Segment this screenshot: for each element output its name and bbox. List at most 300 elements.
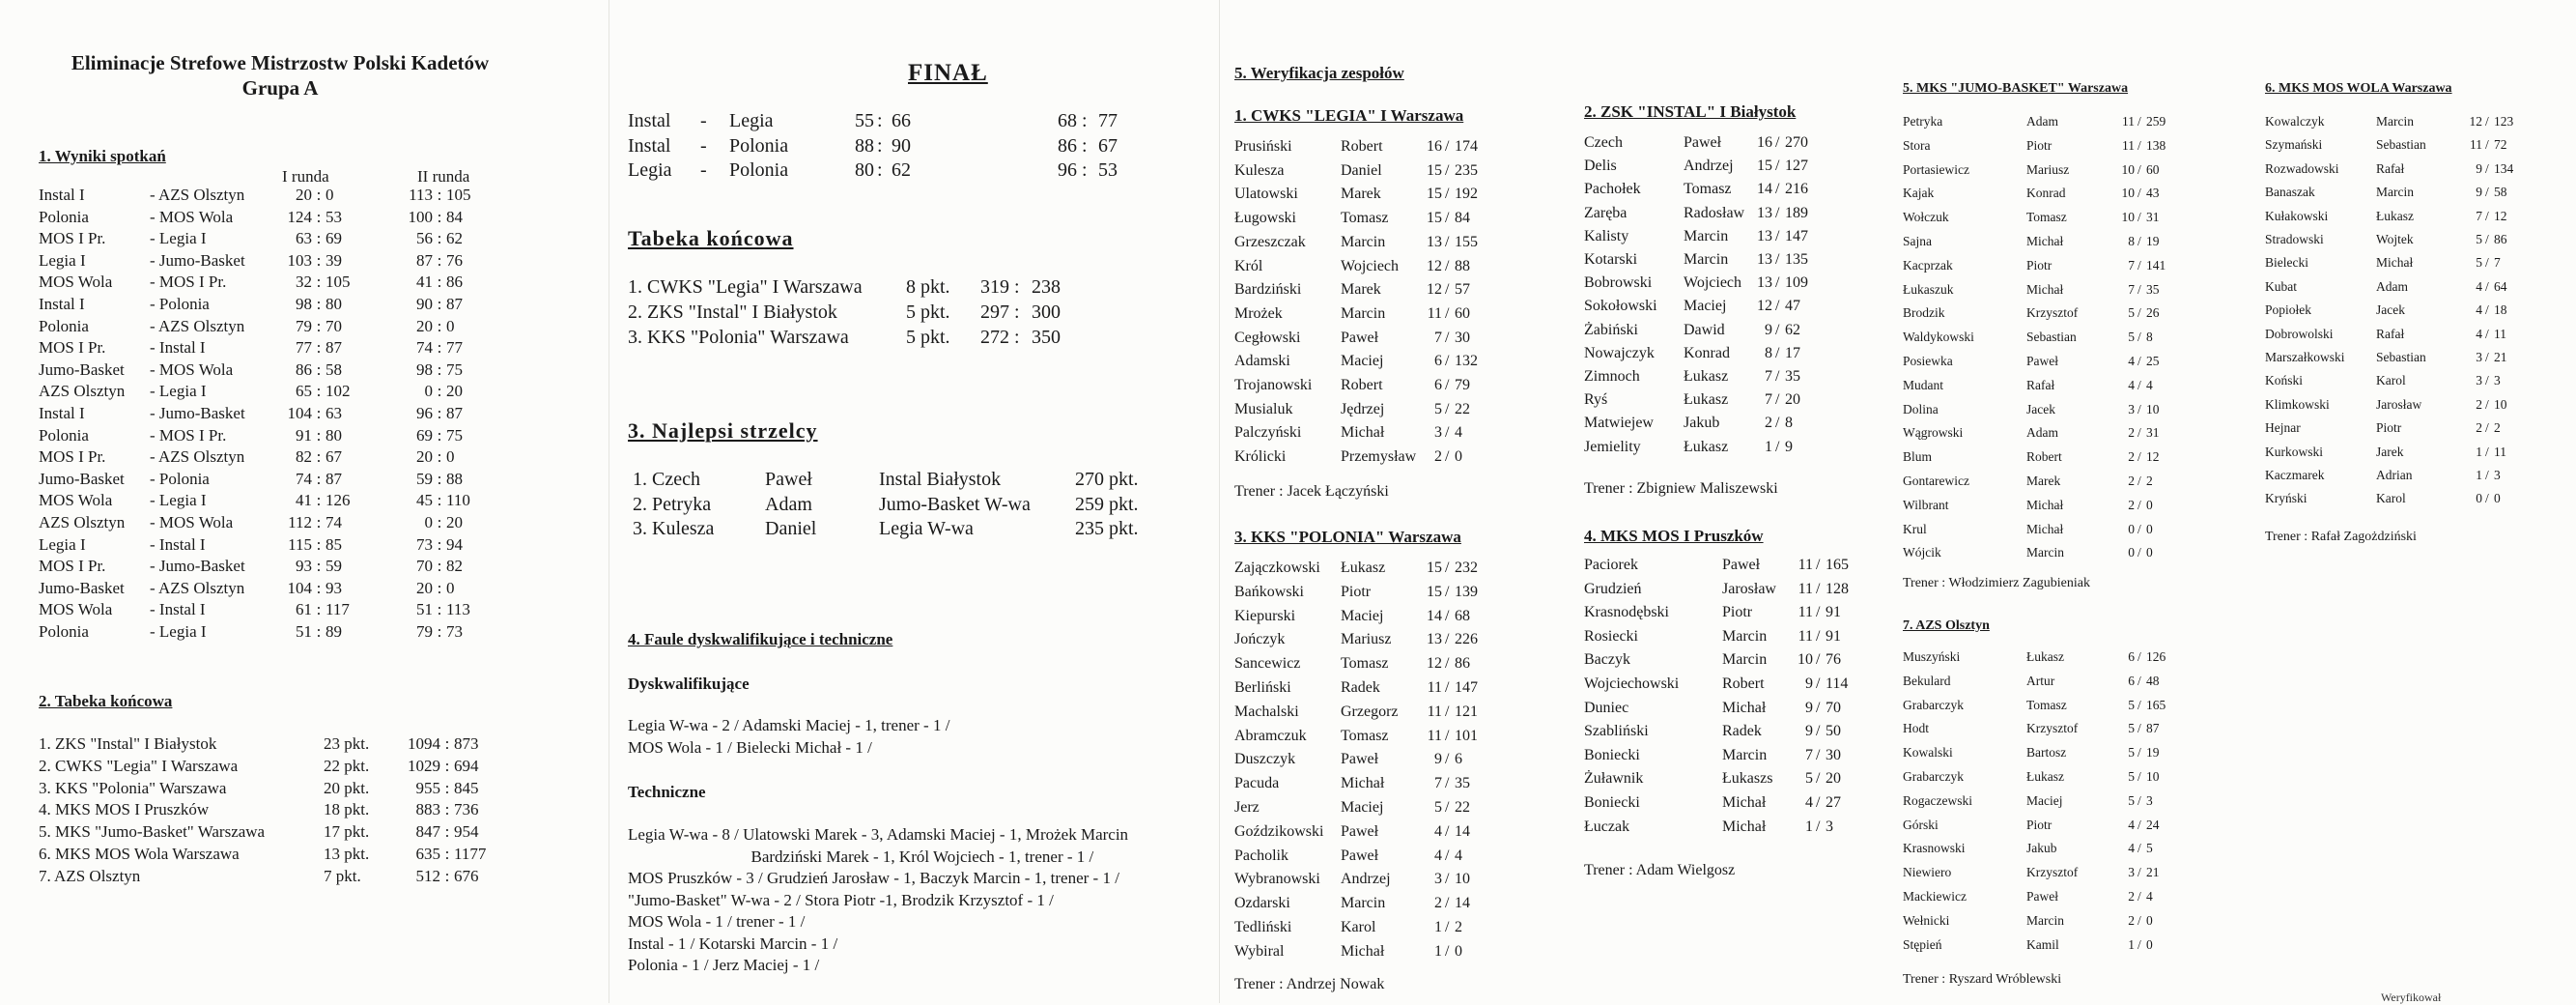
games-played: 4 [1805,794,1813,811]
player-last-name: Sokołowski [1584,298,1657,315]
player-first-name: Paweł [2026,889,2058,904]
player-last-name: Krasnowski [1903,841,1966,856]
points: 9 [1785,438,1793,455]
points: 30 [1455,329,1470,346]
away-team: - Legia I [150,622,207,641]
separator: / [2485,373,2489,388]
separator: / [1816,699,1821,716]
games-played: 11 [1427,304,1442,322]
final-title: FINAŁ [908,60,988,86]
separator: / [2137,330,2141,345]
games-played: 15 [1427,560,1442,576]
games-played: 3 [2476,373,2482,388]
player-first-name: Paweł [2026,354,2058,368]
games-played: 4 [2476,326,2482,341]
player-first-name: Radek [1341,679,1380,696]
separator: : [316,622,322,641]
round1-home-score: 88 [855,134,874,157]
round2-home-score: 73 [416,534,433,554]
separator: : [437,469,442,488]
player-first-name: Tomasz [1341,655,1389,673]
round2-home-score: 70 [416,557,433,576]
games-played: 16 [1427,138,1442,155]
points: 26 [2146,305,2160,321]
home-team: Legia I [39,250,86,270]
separator: / [2137,673,2141,688]
separator: : [316,229,322,248]
points: 35 [1455,775,1470,792]
separator: / [1816,723,1821,740]
round2-home-score: 56 [416,229,433,248]
games-played: 5 [2476,255,2482,271]
games-played: 14 [1757,181,1772,198]
points: 2 [1455,919,1462,935]
player-first-name: Mariusz [1341,631,1392,648]
separator: / [1445,727,1450,744]
away-team: - Instal I [150,534,206,554]
games-played: 0 [2128,545,2135,560]
points: 141 [2146,257,2166,273]
scorer-club: Jumo-Basket W-wa [879,493,1031,515]
separator: / [2137,114,2141,129]
separator: / [1445,631,1450,648]
games-played: 11 [1798,557,1813,573]
points: 4 [2146,377,2153,392]
player-last-name: Rogaczewski [1903,792,1972,808]
points: 60 [2146,161,2160,177]
player-first-name: Adrian [2376,468,2413,482]
player-last-name: Sajna [1903,234,1932,248]
round1-away-score: 62 [892,159,911,181]
separator: / [1816,794,1821,811]
games-played: 6 [1434,353,1442,370]
separator: / [1445,377,1450,393]
points-against: 238 [1032,276,1061,298]
separator: / [1445,775,1450,792]
games-played: 15 [1427,186,1442,203]
round2-home-score: 20 [416,316,433,335]
points-against: 845 [454,778,479,797]
separator: / [1816,651,1821,669]
separator: / [1816,604,1821,621]
separator: / [2485,420,2489,436]
points-for: 955 [415,778,440,797]
note-line: MOS Wola - 1 / trener - 1 / [628,912,806,931]
azs-heading: 7. AZS Olsztyn [1903,618,1990,633]
player-first-name: Paweł [1684,134,1722,151]
points: 4 [1455,424,1462,442]
points: 189 [1785,204,1808,221]
player-last-name: Banaszak [2265,185,2315,200]
player-first-name: Paweł [1341,822,1379,840]
separator: : [437,273,442,292]
separator: / [1775,134,1780,151]
round1-away-score: 117 [326,600,350,619]
separator: - [700,134,707,157]
player-first-name: Tomasz [2026,210,2067,225]
games-played: 13 [1427,233,1442,250]
player-first-name: Przemysław [1341,448,1417,466]
separator: / [2137,841,2141,856]
games-played: 15 [1427,583,1442,600]
player-last-name: Grabarczyk [1903,697,1964,712]
games-played: 11 [1798,627,1813,645]
separator: : [316,447,322,467]
player-first-name: Paweł [1722,557,1761,573]
player-first-name: Marcin [1341,304,1386,322]
player-first-name: Maciej [1684,298,1727,315]
player-first-name: Jakub [1684,415,1720,432]
points: 135 [1785,251,1808,268]
scorer-points: 270 pkt. [1075,469,1139,490]
points: 57 [1455,281,1470,299]
player-last-name: Wojciechowski [1584,675,1680,692]
separator: / [2137,889,2141,904]
points: 0 [1455,448,1462,466]
player-last-name: Wójcik [1903,545,1941,560]
player-first-name: Maciej [2026,792,2063,808]
points-against: 736 [454,800,479,819]
away-team: - Jumo-Basket [150,404,245,422]
games-played: 8 [2128,234,2135,248]
points: 155 [1455,233,1478,250]
points: 101 [1455,727,1478,744]
player-first-name: Tomasz [1341,727,1389,744]
games-played: 12 [2469,114,2482,129]
player-first-name: Piotr [2026,817,2052,832]
player-first-name: Marek [1341,281,1381,299]
points: 216 [1785,181,1808,198]
round1-away-score: 93 [326,578,342,597]
player-last-name: Stora [1903,137,1931,153]
separator: / [1445,210,1450,227]
separator: / [1775,368,1780,385]
home-team: Polonia [39,425,89,445]
player-last-name: Boniecki [1584,746,1640,763]
points: 79 [1455,377,1470,393]
separator: / [1445,799,1450,816]
points: 5 pkt. [906,327,950,348]
player-last-name: Blum [1903,449,1933,465]
points: 86 [2494,232,2507,246]
player-first-name: Jakub [2026,841,2057,856]
player-first-name: Konrad [1684,344,1730,361]
points: 35 [1785,368,1800,385]
games-played: 5 [1434,400,1442,417]
round1-home-score: 20 [296,186,312,204]
player-last-name: Koński [2265,373,2304,388]
separator: : [437,513,442,531]
separator: - [700,110,707,131]
player-first-name: Wojciech [1684,274,1742,292]
points: 3 [2494,373,2501,388]
player-first-name: Tomasz [2026,697,2067,712]
player-last-name: Hodt [1903,721,1929,736]
separator: : [437,382,442,401]
points-for: 847 [415,822,440,842]
games-played: 13 [1757,274,1772,292]
away-team: Polonia [729,159,789,181]
player-last-name: Klimkowski [2265,396,2330,412]
points: 0 [2146,497,2153,512]
round1-away-score: 58 [326,359,342,379]
separator: / [2137,305,2141,321]
jumo-trainer: Trener : Włodzimierz Zagubieniak [1903,576,2090,590]
tech-heading: Techniczne [628,783,706,801]
points: 0 [2146,545,2153,560]
round1-away-score: 53 [326,207,342,226]
player-last-name: Wybiral [1234,942,1285,960]
player-last-name: Ozdarski [1234,895,1290,912]
player-first-name: Jędrzej [1341,400,1385,417]
games-played: 2 [1434,448,1442,466]
separator: / [1775,321,1780,338]
legia-heading: 1. CWKS "LEGIA" I Warszawa [1234,106,1464,125]
points: 60 [1455,304,1470,322]
scorer-club: Legia W-wa [879,518,974,539]
round2-away-score: 62 [446,229,463,248]
games-played: 11 [1427,703,1442,720]
away-team: Legia [729,110,774,131]
separator: : [444,822,450,842]
games-played: 7 [2128,257,2135,273]
separator: / [2137,745,2141,761]
player-last-name: Pachołek [1584,181,1641,198]
separator: / [1445,329,1450,346]
games-played: 11 [2470,137,2482,153]
home-team: AZS Olsztyn [39,513,126,531]
round1-home-score: 86 [296,359,312,379]
points: 64 [2494,278,2507,294]
round1-away-score: 66 [892,110,911,131]
games-played: 12 [1427,257,1442,274]
points: 50 [1826,723,1841,740]
games-played: 2 [2128,474,2135,488]
player-last-name: Pacholik [1234,847,1288,864]
points-for: 512 [415,866,440,885]
round1-away-score: 63 [326,404,342,422]
separator: / [2137,545,2141,560]
points: 18 [2494,302,2507,318]
note-line: Polonia - 1 / Jerz Maciej - 1 / [628,956,820,974]
weryfikowal-fragment: Weryfikował [2381,991,2442,1004]
round1-home-score: 51 [296,622,312,641]
separator: / [2137,234,2141,248]
points-for: 1094 [408,734,440,753]
home-team: Jumo-Basket [39,469,125,488]
round1-away-score: 80 [326,425,342,445]
final-table-heading: Tabeka końcowa [628,226,794,250]
player-first-name: Andrzej [1684,158,1734,175]
round2-away-score: 20 [446,513,463,531]
player-last-name: Posiewka [1903,354,1953,368]
team-name: 3. KKS "Polonia" Warszawa [39,778,227,797]
separator: : [437,491,442,510]
team-name: 7. AZS Olsztyn [39,866,141,885]
games-played: 13 [1757,227,1772,244]
games-played: 15 [1757,158,1772,175]
player-last-name: Paciorek [1584,557,1638,573]
round2-away-score: 67 [1098,134,1118,157]
points: 0 [2146,521,2153,536]
away-team: - Jumo-Basket [150,250,245,270]
player-last-name: Wągrowski [1903,425,1964,441]
separator: / [1445,751,1450,768]
points: 8 [2146,330,2153,345]
player-first-name: Karol [2376,491,2406,506]
player-last-name: Żuławnik [1584,770,1644,788]
player-last-name: Łukaszuk [1903,281,1954,297]
player-first-name: Jacek [2026,401,2055,416]
note-line: Instal - 1 / Kotarski Marcin - 1 / [628,933,838,953]
azs-trainer: Trener : Ryszard Wróblewski [1903,972,2062,987]
home-team: MOS Wola [39,600,113,619]
separator: : [877,134,883,157]
points: 35 [2146,281,2160,297]
player-last-name: Szabliński [1584,723,1649,740]
games-played: 5 [2476,232,2482,246]
away-team: - MOS I Pr. [150,425,227,445]
round2-home-score: 90 [416,295,433,313]
points: 14 [1455,822,1470,840]
player-first-name: Marek [1341,186,1381,203]
games-played: 2 [2476,420,2482,436]
separator: / [1816,746,1821,763]
player-last-name: Dolina [1903,401,1939,416]
player-last-name: Duszczyk [1234,751,1296,768]
player-last-name: Kowalczyk [2265,114,2325,129]
separator: : [437,425,442,445]
separator: : [316,534,322,554]
player-last-name: Portasiewicz [1903,161,1969,177]
games-played: 9 [1805,675,1813,692]
separator: / [1445,233,1450,250]
separator: / [2485,160,2489,176]
separator: / [2137,257,2141,273]
player-last-name: Kowalski [1903,745,1953,761]
round2-away-score: 113 [446,600,470,619]
separator: / [1445,919,1450,935]
home-team: MOS I Pr. [39,447,106,467]
separator: / [1775,391,1780,409]
player-first-name: Sebastian [2376,137,2426,153]
games-played: 4 [2476,302,2482,318]
note-line: MOS Wola - 1 / Bielecki Michał - 1 / [628,737,872,757]
round1-away-score: 74 [326,513,342,531]
separator: : [316,316,322,335]
scorers-heading: 3. Najlepsi strzelcy [628,418,818,443]
round2-away-score: 87 [446,295,463,313]
separator: : [437,578,442,597]
round2-home-score: 96 [1058,159,1077,181]
round2-away-score: 105 [446,186,471,204]
player-last-name: Gontarewicz [1903,474,1969,488]
points: 17 pkt. [324,822,370,842]
games-played: 10 [2121,161,2135,177]
player-first-name: Piotr [2026,257,2052,273]
points: 0 [2146,936,2153,952]
points: 13 pkt. [324,845,370,863]
round1-away-score: 87 [326,338,342,358]
player-last-name: Zimnoch [1584,368,1640,385]
round1-home-score: 98 [296,295,312,313]
separator: - [700,159,707,181]
player-last-name: Hejnar [2265,420,2301,436]
player-first-name: Marcin [1684,251,1729,268]
separator: / [2485,185,2489,200]
points: 5 pkt. [906,302,950,323]
round1-away-score: 69 [326,229,342,248]
player-first-name: Marcin [1341,233,1386,250]
points: 91 [1826,627,1841,645]
points: 3 [1826,818,1833,835]
round1-home-score: 103 [287,250,312,270]
player-first-name: Robert [2026,449,2062,465]
away-team: - Jumo-Basket [150,557,245,576]
player-first-name: Krzysztof [2026,305,2079,321]
round1-away-score: 67 [326,447,342,467]
points: 0 [1455,942,1462,960]
games-played: 0 [2128,521,2135,536]
points-against: 350 [1032,327,1061,348]
player-last-name: Kotarski [1584,251,1638,268]
round1-home-score: 32 [296,273,312,292]
round1-home-score: 124 [287,207,312,226]
games-played: 15 [1427,161,1442,179]
player-last-name: Królicki [1234,448,1287,466]
points: 31 [2146,210,2160,225]
player-last-name: Grzeszczak [1234,233,1306,250]
points: 22 [1455,799,1470,816]
player-first-name: Marcin [1722,651,1768,669]
player-first-name: Karol [2376,373,2406,388]
points: 21 [2494,350,2507,364]
separator: : [316,469,322,488]
player-first-name: Maciej [1341,353,1384,370]
games-played: 10 [2121,210,2135,225]
round2-home-score: 74 [416,338,433,358]
separator: / [2485,396,2489,412]
player-last-name: Delis [1584,158,1617,175]
player-last-name: Muszyński [1903,649,1961,664]
games-played: 7 [1765,368,1772,385]
points: 121 [1455,703,1478,720]
round2-away-score: 94 [446,534,463,554]
player-first-name: Wojtek [2376,232,2414,246]
separator: / [1775,274,1780,292]
player-first-name: Radosław [1684,204,1745,221]
player-last-name: Krul [1903,521,1927,536]
player-first-name: Jacek [2376,302,2405,318]
round1-away-score: 87 [326,469,342,488]
player-last-name: Stradowski [2265,232,2324,246]
player-last-name: Dobrowolski [2265,326,2334,341]
separator: : [316,578,322,597]
games-played: 7 [1805,746,1813,763]
column-results: Eliminacje Strefowe Mistrzostw Polski Kadetów Grupa A 1. Wyniki spotkań I runda II runda Instal I - AZS Olsztyn 20 : 0 113 : 105 Polonia - MOS Wola 124 : 53 100 : 84 MOS I Pr. - Legia I 63 : 69 56 : 62 Legia I - Jumo-Basket 103 : 39 87 : 76 MOS Wola - MOS I Pr. 32 : 105 41 : 86 Instal I - Polonia 98 : 80 90 : 87 Polonia - AZS Olsztyn 79 : 70 20 : 0 MOS I Pr. - Instal I 77 : 87 74 : 77 Jumo-Basket - MOS Wola 86 : 58 98 : 75 AZS Olsztyn - Legia I 65 : 102 0 : 20 Instal I - Jumo-Basket 104 : 63 96 : 87 Polonia - MOS I Pr. 91 : 80 69 : 75 MOS I Pr. - AZS Olsztyn 82 : 67 20 : 0 Jumo-Basket - Polonia 74 : 87 59 : 88 MOS Wola - Legia I 41 : 126 45 : 110 AZS Olsztyn - MOS Wola 112 : 74 0 : 20 Legia I - Instal I 115 : 85 73 : 94 MOS I Pr. - Jumo-Basket 93 : 59 70 : 82 Jumo-Basket - AZS Olsztyn 104 : 93 20 : 0 MOS Wola - Instal I 61 : 117 51 : 113 Polonia - Legia I 51 : 89 79 : 73 2. Tabeka końcowa 1. ZKS "Instal" I Białystok 23 pkt. 1094 : 873 2. CWKS "Legia" I Warszawa 22 pkt. 1029 : 694 3. KKS "Polonia" Warszawa 20 pkt. 955 : 845 4. MKS MOS I Pruszków 18 pkt. 883 : 736 5. MKS "Jumo-Basket" Warszawa 17 pkt. 847 : 954 6. MKS MOS Wola Warszawa 13 pkt. 635 : 1177 7. AZS Olsztyn 7 pkt. 512 : 676 [39,0,599,1003]
games-played: 13 [1757,251,1772,268]
points: 11 [2494,444,2506,459]
points: 139 [1455,583,1478,600]
team-name: 2. CWKS "Legia" I Warszawa [39,756,239,775]
separator: : [1014,302,1020,323]
player-first-name: Piotr [2376,420,2402,436]
points-for: 297 [980,302,1009,323]
points: 27 [1826,794,1841,811]
player-last-name: Bardziński [1234,281,1302,299]
separator: : [1014,327,1020,348]
separator: : [316,359,322,379]
